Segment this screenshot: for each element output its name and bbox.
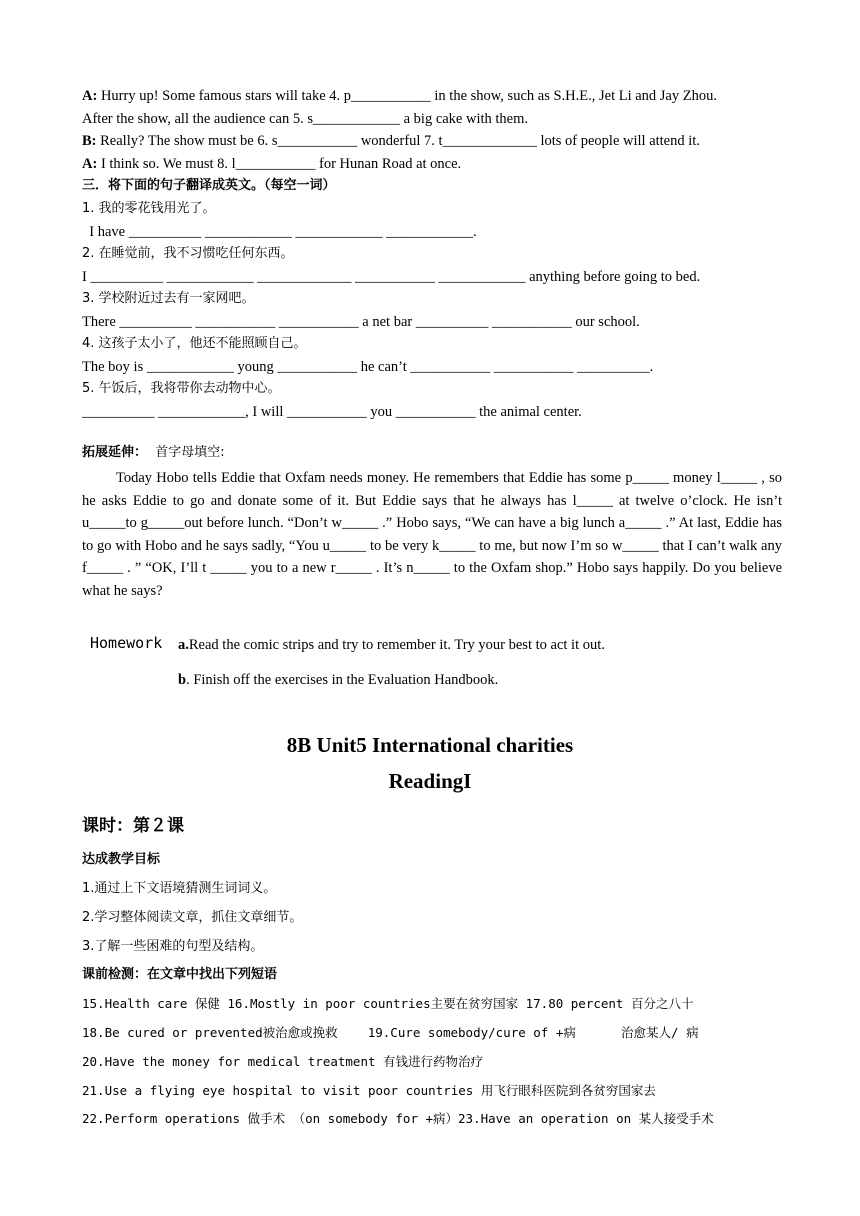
objective-item: 1.通过上下文语境猜测生词词义。: [82, 881, 277, 896]
translation-prompt: 1. 我的零花钱用光了。: [82, 201, 216, 216]
extension-label: 拓展延伸：: [82, 445, 148, 460]
unit-subtitle: ReadingI: [388, 769, 472, 793]
dialogue-text: I think so. We must 8. l___________ for Hunan Road at once.: [97, 156, 462, 172]
objectives-heading: 达成教学目标: [82, 852, 161, 867]
translation-prompt: 4. 这孩子太小了，他还不能照顾自己。: [82, 336, 307, 351]
objective-item: 2.学习整体阅读文章，抓住文章细节。: [82, 910, 303, 925]
speaker-label: A:: [82, 88, 98, 104]
translation-blank-line: I __________ ____________ _____________ ___________ ____________ anything before going to bed.: [82, 269, 701, 285]
objective-item: 3.了解一些困难的句型及结构。: [82, 939, 264, 954]
pretest-heading: 课前检测：在文章中找出下列短语: [82, 967, 278, 982]
translation-prompt: 5. 午饭后，我将带你去动物中心。: [82, 381, 281, 396]
dialogue-text: Really? The show must be 6. s___________ wonderful 7. t_____________ lots of people will attend it.: [96, 133, 700, 149]
cloze-text: Today Hobo tells Eddie that Oxfam needs money. He remembers that Eddie has some p_____ money l_____ , so he asks Eddie to go and donate some of it. But Eddie says that he always has l_____ at twelve o’clock. He isn’t u_____to g_____out before lunch. “Don’t w_____ .” Hobo says, “We can have a big lunch a_____ .” At last, Eddie has to go with Hobo and he says sadly, “You u_____ to be very k_____ to me, but now I’m so w_____ that I can’t walk any f_____ . ” “OK, I’ll t _____ you to a new r_____ . It’s n_____ to the Oxfam shop.” Hobo says happily. Do you believe what he says?: [82, 470, 782, 599]
speaker-label: A:: [82, 156, 98, 172]
extension-instruction: 首字母填空:: [147, 445, 225, 460]
homework-item-a: [178, 635, 605, 655]
homework-label: Homework: [90, 634, 163, 652]
phrase-line: 18.Be cured or prevented被治愈或挽救 19.Cure somebody/cure of +病 治愈某人/ 病: [82, 1025, 699, 1040]
dialogue-text: Hurry up! Some famous stars will take 4. p___________ in the show, such as S.H.E., Jet Li and Jay Zhou.: [97, 88, 717, 104]
speaker-label: B:: [82, 133, 97, 149]
translation-prompt: 2. 在睡觉前，我不习惯吃任何东西。: [82, 246, 294, 261]
translation-blank-line: There __________ ___________ ___________ a net bar __________ ___________ our school.: [82, 314, 640, 330]
section-heading: 三．将下面的句子翻译成英文。（每空一词）: [82, 178, 336, 193]
translation-blank-line: I have __________ ____________ ____________ ____________.: [82, 224, 477, 240]
unit-title: 8B Unit5 International charities: [286, 733, 574, 757]
cloze-passage: [82, 467, 782, 602]
dialogue-line: [82, 86, 782, 106]
dialogue-text: After the show, all the audience can 5. s____________ a big cake with them.: [82, 111, 529, 127]
phrase-line: 21.Use a flying eye hospital to visit poor countries 用飞行眼科医院到各贫穷国家去: [82, 1083, 656, 1098]
dialogue-line: [82, 131, 700, 151]
item-text: . Finish off the exercises in the Evaluation Handbook.: [186, 672, 499, 688]
extension-header: [82, 442, 225, 463]
translation-blank-line: __________ ____________, I will ___________ you ___________ the animal center.: [82, 404, 582, 420]
homework-item-b: [178, 670, 498, 690]
dialogue-line: [82, 109, 528, 129]
item-letter: b: [178, 672, 187, 688]
phrase-line: 15.Health care 保健 16.Mostly in poor countries主要在贫穷国家 17.80 percent 百分之八十: [82, 996, 694, 1011]
translation-prompt: 3. 学校附近过去有一家网吧。: [82, 291, 255, 306]
item-text: Read the comic strips and try to remember it. Try your best to act it out.: [188, 637, 605, 653]
dialogue-line: [82, 154, 461, 174]
translation-blank-line: The boy is ____________ young ___________ he can’t ___________ ___________ __________.: [82, 359, 654, 375]
lesson-label: 课时：第２课: [82, 816, 184, 836]
phrase-line: 20.Have the money for medical treatment 有钱进行药物治疗: [82, 1054, 484, 1069]
phrase-line: 22.Perform operations 做手术 （on somebody for +病）23.Have an operation on 某人接受手术: [82, 1111, 714, 1126]
item-letter: a.: [178, 637, 189, 653]
